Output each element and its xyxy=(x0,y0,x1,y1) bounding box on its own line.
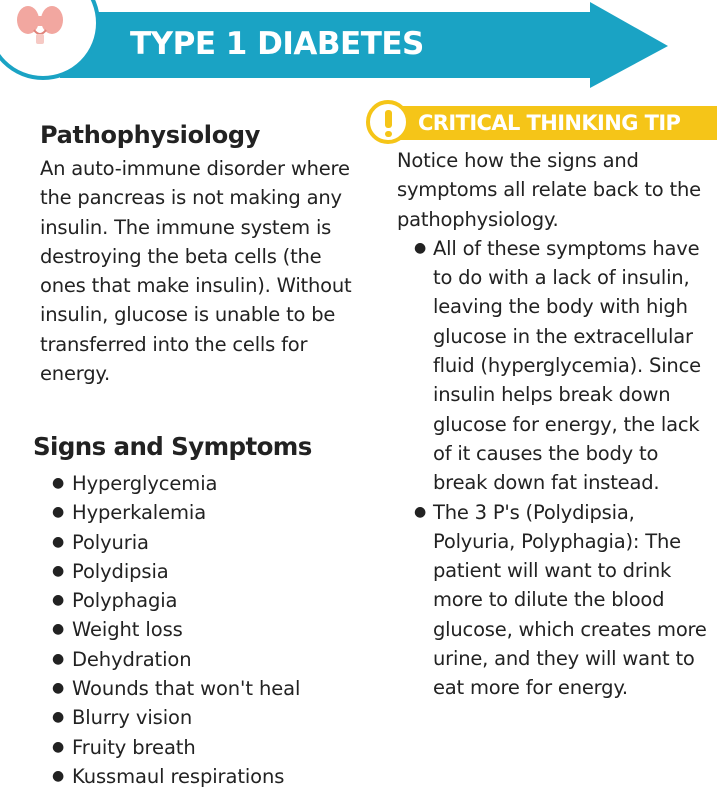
pathophysiology-section xyxy=(40,118,370,388)
tip-label: CRITICAL THINKING TIP xyxy=(418,111,681,135)
bullet-icon: ● xyxy=(52,709,65,726)
list-item: ● Hyperglycemia xyxy=(52,469,300,498)
bullet-icon: ● xyxy=(52,504,65,521)
bullet-icon: ● xyxy=(52,533,65,550)
critical-thinking-badge xyxy=(362,100,717,146)
tip-points-list xyxy=(397,234,707,703)
list-item: ● The 3 P's (Polydipsia, Polyuria, Polyphagia): The patient will want to drink more to dilute the blood glucose, which creates more urine, and they will want to eat more for energy. xyxy=(397,498,707,703)
list-item: ● Wounds that won't heal xyxy=(52,674,300,703)
tip-intro: Notice how the signs and symptoms all relate back to the pathophysiology. xyxy=(397,149,701,231)
bullet-icon: ● xyxy=(52,562,65,579)
list-item: ● Polyuria xyxy=(52,528,300,557)
exclamation-icon xyxy=(366,100,410,144)
pathophysiology-text: An auto-immune disorder where the pancreas is not making any insulin. The immune system is destroying the beta cells (the ones that make insulin). Without insulin, glucose is unable to be transferred into the cells for energy. xyxy=(40,157,352,386)
bullet-icon: ● xyxy=(414,503,427,520)
list-item: ● Hyperkalemia xyxy=(52,498,300,527)
bullet-icon: ● xyxy=(52,767,65,784)
list-item: ● Polyphagia xyxy=(52,586,300,615)
signs-symptoms-heading: Signs and Symptoms xyxy=(33,432,312,461)
list-item: ● Weight loss xyxy=(52,615,300,644)
list-item: ● Fruity breath xyxy=(52,733,300,762)
thyroid-icon xyxy=(12,6,68,46)
signs-symptoms-list xyxy=(52,469,300,791)
bullet-icon: ● xyxy=(52,592,65,609)
list-item: ● Kussmaul respirations xyxy=(52,762,300,791)
critical-thinking-section xyxy=(397,146,707,703)
bullet-icon: ● xyxy=(52,621,65,638)
pathophysiology-heading: Pathophysiology xyxy=(40,121,261,149)
list-item: ● Dehydration xyxy=(52,645,300,674)
header-banner xyxy=(0,0,717,90)
list-item: ● Blurry vision xyxy=(52,703,300,732)
bullet-icon: ● xyxy=(414,239,427,256)
list-item: ● All of these symptoms have to do with a lack of insulin, leaving the body with high glucose in the extracellular fluid (hyperglycemia). Since insulin helps break down glucose for energy, the lack of it causes the body to break down fat instead. xyxy=(397,234,707,498)
bullet-icon: ● xyxy=(52,475,65,491)
list-item: ● Polydipsia xyxy=(52,557,300,586)
page-title: TYPE 1 DIABETES xyxy=(130,26,424,62)
bullet-icon: ● xyxy=(52,650,65,667)
bullet-icon: ● xyxy=(52,680,65,697)
bullet-icon: ● xyxy=(52,738,65,755)
